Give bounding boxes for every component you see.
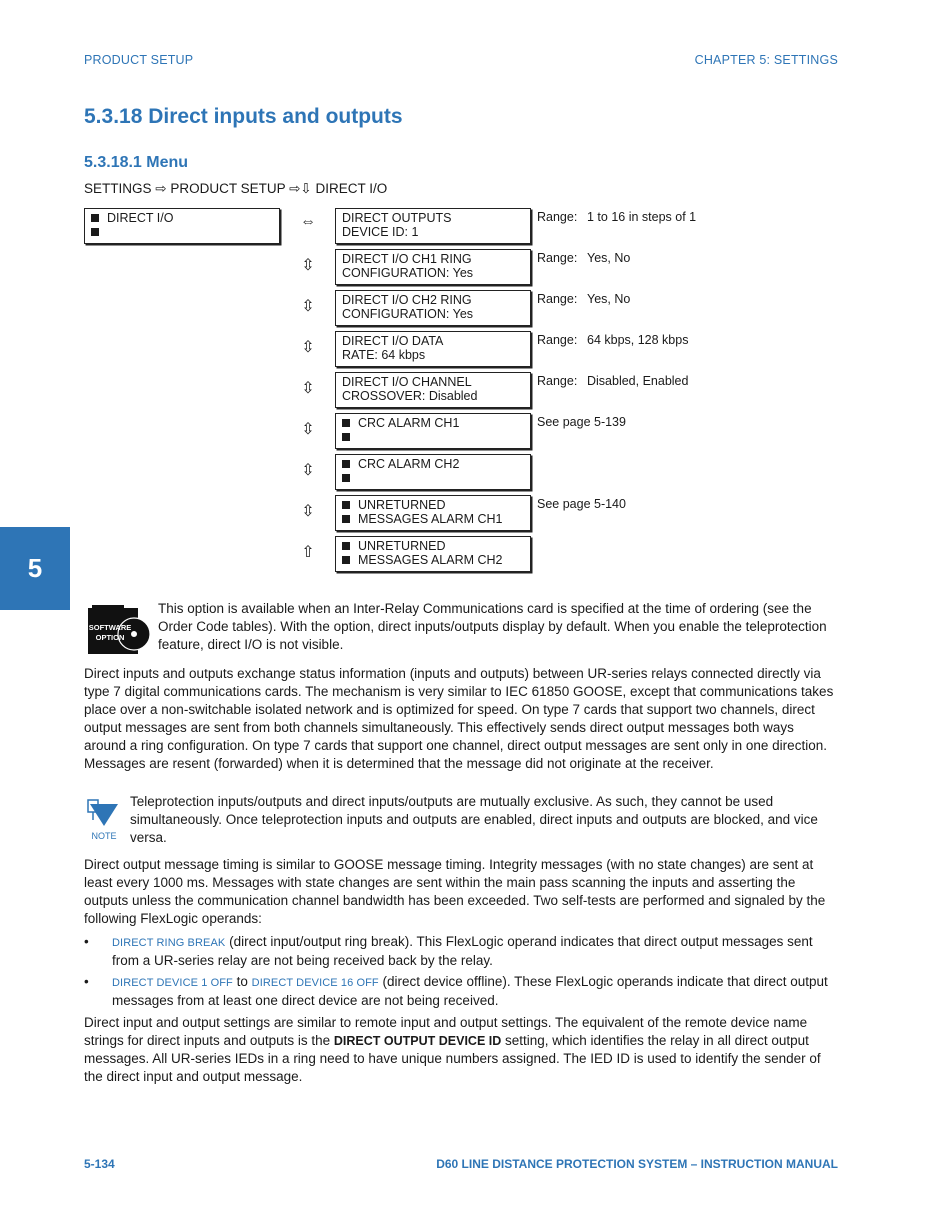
software-option-text: This option is available when an Inter-Relay Communications card is specified at the time of ordering (see the Order Code tables). With the option, direct inputs/outputs display by default. When you enable the teleprotection feature, direct I/O is not visible. [158,601,827,652]
menu-item-unreturned-alarm-ch2: UNRETURNED MESSAGES ALARM CH2 [335,536,531,572]
up-down-arrow-icon: ⇳ [301,421,315,438]
svg-text:NOTE: NOTE [91,831,117,841]
bullet-square-icon [342,515,350,523]
page-number: 5-134 [84,1157,115,1171]
body-paragraph-2: Direct output message timing is similar to GOOSE message timing. Integrity messages (with no state changes) are sent at least every 1000 ms. Messages with state changes are sent within the main pass scanning the inputs and asserting the outputs unless the communication channel bandwidth has been exceeded. Two self-tests are performed and signaled by the following FlexLogic operands: [84,857,826,926]
bullet-square-icon [342,501,350,509]
menu-item-direct-outputs-device-id: DIRECT OUTPUTS DEVICE ID: 1 [335,208,531,244]
left-right-arrow-icon: ⇔ [300,213,316,230]
note-text: Teleprotection inputs/outputs and direct inputs/outputs are mutually exclusive. As such, they cannot be used simultaneously. Once teleprotection inputs and outputs are enabled, direct inputs and outputs are blocked, and vice versa. [130,794,818,845]
bullet-dot-icon: • [84,934,89,949]
bullet-square-icon [91,214,99,222]
menu-item-channel-crossover: DIRECT I/O CHANNEL CROSSOVER: Disabled [335,372,531,408]
menu-item-range: Range: Disabled, Enabled [537,374,689,388]
note-icon [84,798,124,842]
bullet-dot-icon: • [84,974,89,989]
menu-item-see-page: See page 5-139 [537,415,626,429]
operand-name: DIRECT RING BREAK [112,937,226,949]
software-option-icon [84,604,152,658]
menu-root-box [84,208,280,244]
manual-title: D60 LINE DISTANCE PROTECTION SYSTEM – INSTRUCTION MANUAL [436,1157,838,1171]
up-arrow-icon: ⇧ [301,544,315,561]
menu-item-see-page: See page 5-140 [537,497,626,511]
bullet-square-icon [342,433,350,441]
subsection-title: 5.3.18.1 Menu [84,154,189,171]
menu-item-crc-alarm-ch1: CRC ALARM CH1 [335,413,531,449]
bullet-square-icon [342,542,350,550]
section-title: 5.3.18 Direct inputs and outputs [84,105,403,128]
up-down-arrow-icon: ⇳ [301,339,315,356]
menu-item-ch2-ring-config: DIRECT I/O CH2 RING CONFIGURATION: Yes [335,290,531,326]
menu-item-unreturned-alarm-ch1: UNRETURNED MESSAGES ALARM CH1 [335,495,531,531]
menu-item-range: Range: 64 kbps, 128 kbps [537,333,689,347]
menu-root-label: DIRECT I/O [107,211,174,225]
up-down-arrow-icon: ⇳ [301,257,315,274]
svg-text:OPTION: OPTION [95,633,125,642]
bullet-square-icon [342,556,350,564]
body-paragraph-3: Direct input and output settings are similar to remote input and output settings. The equivalent of the remote device name strings for direct inputs and outputs is the DIRECT OUTPUT DEVICE ID setting, which identifies the relay in all direct output messages. All UR-series IEDs in a ring need to have unique numbers assigned. The IED ID is used to identify the sender of the direct input and output message. [84,1015,821,1084]
setting-name: DIRECT OUTPUT DEVICE ID [333,1034,502,1048]
bullet-square-icon [342,474,350,482]
menu-item-ch1-ring-config: DIRECT I/O CH1 RING CONFIGURATION: Yes [335,249,531,285]
menu-item-crc-alarm-ch2: CRC ALARM CH2 [335,454,531,490]
up-down-arrow-icon: ⇳ [301,298,315,315]
chapter-tab: 5 [0,527,70,610]
operand-name: DIRECT DEVICE 16 OFF [251,977,379,989]
bullet-square-icon [91,228,99,236]
running-header-left: PRODUCT SETUP [84,53,194,67]
svg-text:SOFTWARE: SOFTWARE [88,623,132,632]
running-header-right: CHAPTER 5: SETTINGS [694,53,838,67]
menu-item-range: Range: 1 to 16 in steps of 1 [537,210,697,224]
bullet-square-icon [342,460,350,468]
up-down-arrow-icon: ⇳ [301,380,315,397]
menu-item-range: Range: Yes, No [537,251,631,265]
operand-name: DIRECT DEVICE 1 OFF [112,977,233,989]
menu-item-range: Range: Yes, No [537,292,631,306]
menu-path: SETTINGS ⇨ PRODUCT SETUP ⇨⇩ DIRECT I/O [84,181,388,196]
menu-item-data-rate: DIRECT I/O DATA RATE: 64 kbps [335,331,531,367]
up-down-arrow-icon: ⇳ [301,503,315,520]
bullet-square-icon [342,419,350,427]
up-down-arrow-icon: ⇳ [301,462,315,479]
body-paragraph-1: Direct inputs and outputs exchange status information (inputs and outputs) between UR-series relays connected directly via type 7 digital communications cards. The mechanism is very similar to IEC 61850 GOOSE, except that communications takes place over a non-switchable isolated network and is optimized for speed. On type 7 cards that support two channels, direct output messages are sent from both channels simultaneously. This effectively sends direct output messages both ways around a ring configuration. On type 7 cards that support one channel, direct output messages are sent only in one direction. Messages are resent (forwarded) when it is determined that the message did not originate at the receiver. [84,666,834,771]
